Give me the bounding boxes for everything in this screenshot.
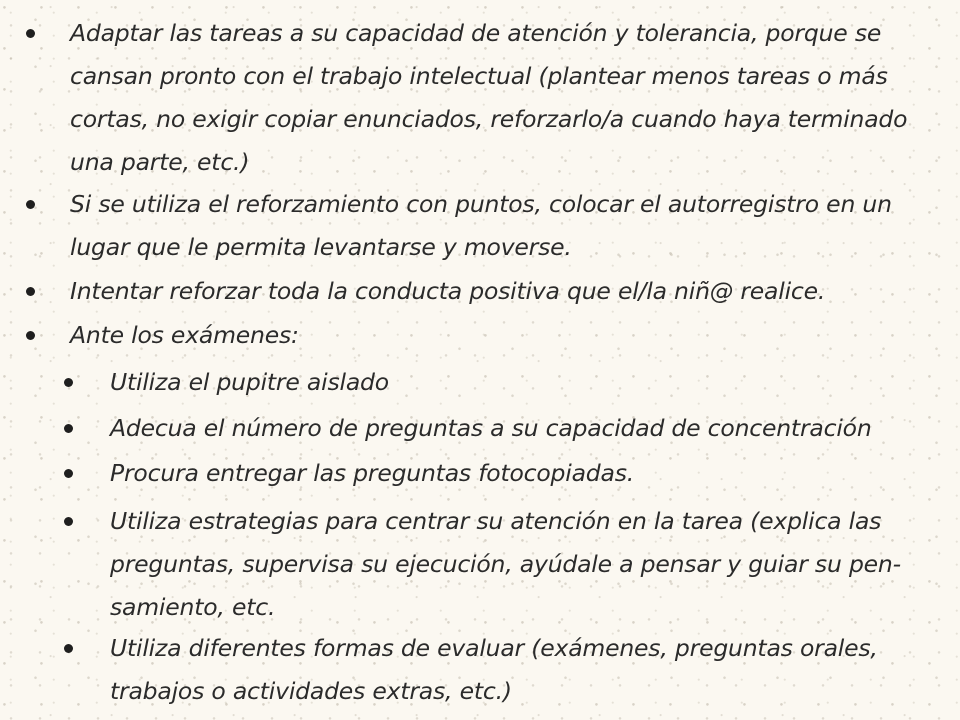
list-item-line: Ante los exámenes: [70,321,299,349]
list-item-line: Procura entregar las preguntas fotocopiadas. [110,459,635,487]
list-item-line: Utiliza el pupitre aislado [110,368,389,396]
bullet-icon [64,469,73,478]
bullet-icon [64,424,73,433]
bullet-icon [64,517,73,526]
cropped-previous-line [60,0,940,4]
list-item-line: trabajos o actividades extras, etc.) [110,677,512,705]
bullet-icon [64,644,73,653]
list-item-line: preguntas, supervisa su ejecución, ayúdale a pensar y guiar su pen- [110,550,901,578]
list-item [70,183,940,269]
list-item-line: Adecua el número de preguntas a su capacidad de concentración [110,414,872,442]
bullet-icon [26,331,35,340]
sub-list-item [110,627,940,713]
list-item-line: Intentar reforzar toda la conducta positiva que el/la niñ@ realice. [70,277,826,305]
bullet-icon [26,29,35,38]
bullet-icon [26,200,35,209]
bullet-icon [64,378,73,387]
list-item [70,270,940,313]
list-item-line: Utiliza diferentes formas de evaluar (exámenes, preguntas orales, [110,634,878,662]
list-item-line: cortas, no exigir copiar enunciados, reforzarlo/a cuando haya terminado [70,105,908,133]
list-item-line: Utiliza estrategias para centrar su atención en la tarea (explica las [110,507,882,535]
list-item [70,12,940,184]
list-item-line: samiento, etc. [110,593,276,621]
sub-list-item [110,361,940,404]
list-item [70,314,940,357]
list-item-line: lugar que le permita levantarse y moverse. [70,233,572,261]
list-item-line: Si se utiliza el reforzamiento con puntos, colocar el autorregistro en un [70,190,892,218]
bullet-icon [26,287,35,296]
list-item-line: cansan pronto con el trabajo intelectual (plantear menos tareas o más [70,62,888,90]
list-item-line: Adaptar las tareas a su capacidad de atención y tolerancia, porque se [70,19,882,47]
sub-list-item [110,500,940,629]
sub-list-item [110,452,940,495]
sub-list-item [110,407,940,450]
list-item-line: una parte, etc.) [70,148,250,176]
